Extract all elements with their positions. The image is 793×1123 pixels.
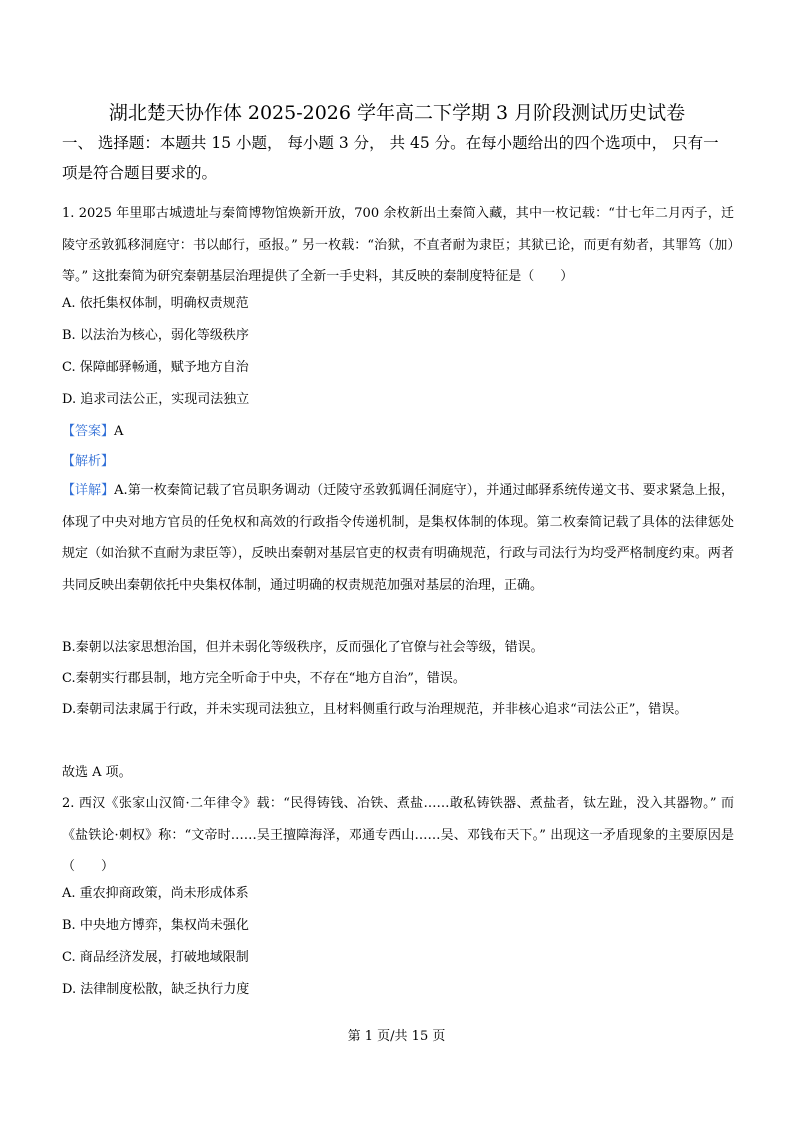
q1-option-d: D. 追求司法公正，实现司法独立 (62, 392, 250, 407)
q2-option-b: B. 中央地方博弈，集权尚未强化 (62, 918, 249, 933)
q1-analysis-tag (62, 450, 114, 469)
detail-a-text: A.第一枚秦简记载了官员职务调动（迁陵守丞敦狐调任洞庭守），并通过邮驿系统传递文书、要求紧急上报，体现了中央对地方官员的任免权和高效的行政指令传递机制，是集权体制的体现。第二枚秦简记载了具体的法律惩处规定（如治狱不直耐为隶臣等），反映出秦朝对基层官吏的权责有明确规范，行政与司法行为均受严格制度约束。两者共同反映出秦朝依托中央集权体制，通过明确的权责规范加强对基层的治理，正确。 (62, 483, 734, 593)
section-header: 一、 选择题：本题共 15 小题， 每小题 3 分， 共 45 分。在每小题给出的四个选项中， 只有一项是符合题目要求的。 (62, 134, 719, 182)
exam-title: 湖北楚天协作体 2025-2026 学年高二下学期 3 月阶段测试历史试卷 (108, 102, 686, 124)
q2-option-d: D. 法律制度松散，缺乏执行力度 (62, 982, 250, 997)
q1-option-a: A. 依托集权体制，明确权责规范 (62, 296, 249, 311)
q1-detail-a (62, 475, 734, 601)
q1-detail-c: C.秦朝实行郡县制，地方完全听命于中央，不存在“地方自治”，错误。 (62, 671, 466, 686)
q1-detail-d: D.秦朝司法隶属于行政，并未实现司法独立，且材料侧重行政与治理规范，并非核心追求“司法公正”，错误。 (62, 702, 688, 717)
q2-option-a: A. 重农抑商政策，尚未形成体系 (62, 886, 249, 901)
q1-conclusion: 故选 A 项。 (62, 765, 132, 780)
q1-option-c: C. 保障邮驿畅通，赋予地方自治 (62, 360, 249, 375)
q1-option-b: B. 以法治为核心，弱化等级秩序 (62, 328, 249, 343)
page-footer: 第 1 页/共 15 页 (347, 1029, 446, 1044)
answer-tag: 【答案】 (62, 424, 115, 439)
detail-tag: 【详解】 (62, 483, 115, 498)
question-2-stem: 2. 西汉《张家山汉简·二年律令》载：“民得铸钱、冶铁、煮盐……敢私铸铁器、煮盐者，钛左趾，没入其器物。” 而《盐铁论·刺权》称：“文帝时……吴王擅障海泽，邓通专西山……吴、邓钱布天下。” 出现这一矛盾现象的主要原因是（ ） (62, 796, 734, 874)
q2-option-c: C. 商品经济发展，打破地域限制 (62, 950, 249, 965)
q1-detail-b: B.秦朝以法家思想治国，但并未弱化等级秩序，反而强化了官僚与社会等级，错误。 (62, 640, 544, 655)
answer-value: A (114, 424, 124, 439)
q1-answer (62, 420, 123, 439)
question-1-stem: 1. 2025 年里耶古城遗址与秦简博物馆焕新开放，700 余枚新出土秦简入藏，其中一枚记载：“廿七年二月丙子，迁陵守丞敦狐移洞庭守：书以邮行，亟报。” 另一枚载：“治狱，不直者耐为隶臣；其狱已论，而更有劾者，其罪笃（加）等。” 这批秦简为研究秦朝基层治理提供了全新一手史料，其反映的秦制度特征是（ ） (62, 206, 734, 284)
analysis-tag: 【解析】 (62, 454, 115, 469)
